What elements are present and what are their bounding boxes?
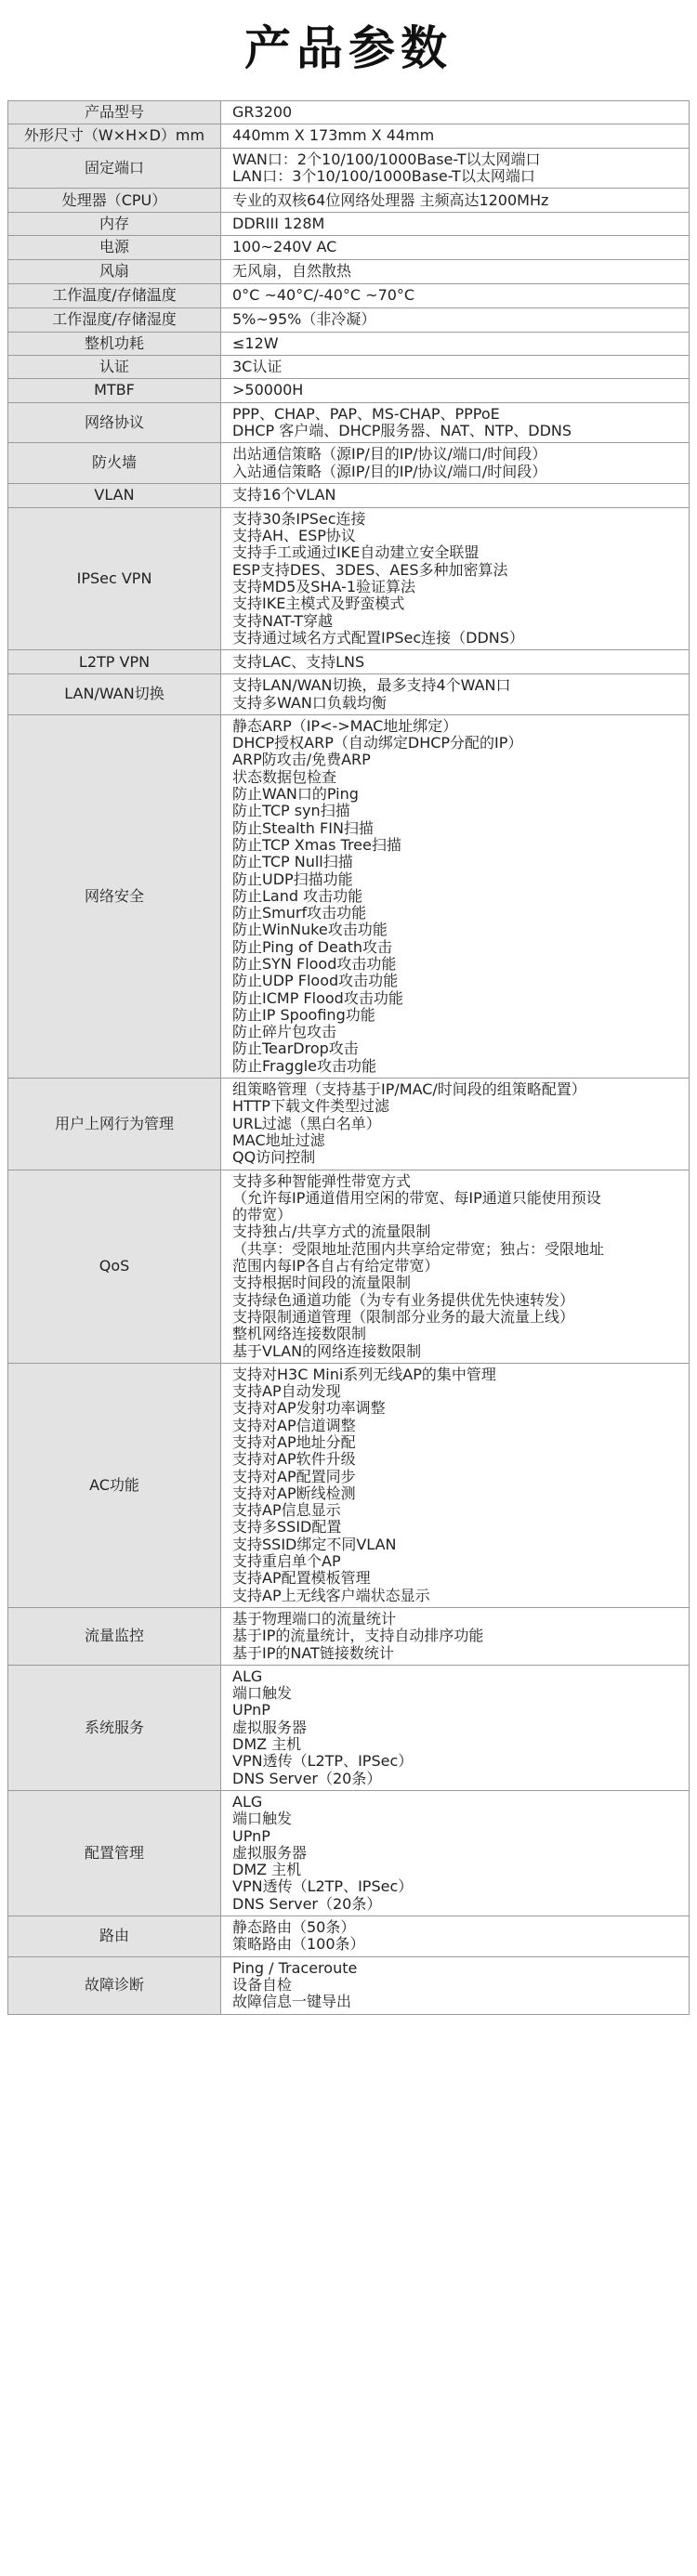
- spec-value-line: 防止Smurf攻击功能: [232, 905, 367, 922]
- spec-value-line: （允许每IP通道借用空闲的带宽、每IP通道只能使用预设: [232, 1189, 601, 1207]
- spec-value-line: 支持IKE主模式及野蛮模式: [232, 595, 405, 613]
- spec-row: [8, 674, 690, 715]
- spec-label: 系统服务: [8, 1665, 221, 1790]
- spec-value-line: 虚拟服务器: [232, 1719, 308, 1736]
- spec-value-line: DMZ 主机: [232, 1862, 302, 1879]
- spec-row: [8, 650, 690, 674]
- spec-row: [8, 1363, 690, 1607]
- spec-value-line: DDRIII 128M: [232, 216, 325, 233]
- spec-value-line: 设备自检: [232, 1976, 293, 1994]
- spec-row: [8, 443, 690, 484]
- spec-value: [221, 1665, 690, 1790]
- spec-value-line: 0°C ~40°C/-40°C ~70°C: [232, 287, 415, 305]
- spec-value-line: 范围内每IP各自占有给定带宽）: [232, 1258, 440, 1275]
- spec-value-line: 防止Ping of Death攻击: [232, 938, 393, 956]
- spec-row: [8, 1170, 690, 1363]
- spec-value-line: 基于IP的流量统计，支持自动排序功能: [232, 1628, 484, 1645]
- spec-value-line: 静态ARP（IP<->MAC地址绑定）: [232, 717, 458, 735]
- spec-value-line: 防止UDP扫描功能: [232, 870, 353, 888]
- spec-value-line: 静态路由（50条）: [232, 1919, 356, 1937]
- spec-value-line: >50000H: [232, 382, 304, 399]
- spec-value-line: DNS Server（20条）: [232, 1895, 382, 1913]
- spec-value-line: 支持LAC、支持LNS: [232, 653, 365, 671]
- spec-value-line: 防止Fraggle攻击功能: [232, 1057, 377, 1075]
- spec-value-line: 防止WinNuke攻击功能: [232, 922, 388, 939]
- spec-row: [8, 213, 690, 236]
- spec-value-line: 支持重启单个AP: [232, 1553, 341, 1571]
- spec-value-line: 支持独占/共享方式的流量限制: [232, 1223, 431, 1241]
- spec-value-line: 支持对AP配置同步: [232, 1468, 356, 1485]
- spec-value-line: 无风扇，自然散热: [232, 263, 352, 281]
- spec-value-line: 支持AP信息显示: [232, 1502, 341, 1520]
- spec-value: [221, 259, 690, 283]
- spec-value-line: 虚拟服务器: [232, 1844, 308, 1862]
- spec-label: 内存: [8, 213, 221, 236]
- spec-value: [221, 148, 690, 189]
- spec-value-line: 防止Land 攻击功能: [232, 887, 363, 905]
- spec-value-line: QQ访问控制: [232, 1149, 316, 1167]
- spec-value-line: 防止ICMP Flood攻击功能: [232, 989, 403, 1007]
- spec-value-line: UPnP: [232, 1827, 270, 1845]
- spec-value-line: DHCP 客户端、DHCP服务器、NAT、NTP、DDNS: [232, 422, 572, 439]
- spec-value: [221, 1916, 690, 1957]
- spec-value-line: 状态数据包检查: [232, 768, 337, 786]
- spec-row: [8, 148, 690, 189]
- spec-value-line: 支持对AP信道调整: [232, 1417, 356, 1434]
- spec-label: 风扇: [8, 259, 221, 283]
- spec-value-line: 支持SSID绑定不同VLAN: [232, 1536, 397, 1553]
- spec-value-line: 5%~95%（非冷凝）: [232, 311, 376, 329]
- spec-value-line: 支持多WAN口负载均衡: [232, 694, 387, 712]
- spec-value-line: 支持LAN/WAN切换，最多支持4个WAN口: [232, 677, 511, 695]
- spec-value-line: DMZ 主机: [232, 1736, 302, 1754]
- spec-value-line: （共享：受限地址范围内共享给定带宽；独占：受限地址: [232, 1240, 605, 1258]
- spec-value-line: 端口触发: [232, 1811, 293, 1828]
- spec-value-line: 3C认证: [232, 359, 283, 376]
- spec-value-line: 基于IP的NAT链接数统计: [232, 1644, 394, 1662]
- spec-value-line: 端口触发: [232, 1685, 293, 1703]
- spec-value-line: 防止TCP Null扫描: [232, 854, 353, 871]
- spec-row: [8, 236, 690, 259]
- spec-value: [221, 379, 690, 402]
- spec-value-line: DNS Server（20条）: [232, 1770, 382, 1787]
- spec-label: 产品型号: [8, 101, 221, 124]
- spec-label: QoS: [8, 1170, 221, 1363]
- spec-label: 配置管理: [8, 1790, 221, 1916]
- spec-value-line: 防止IP Spoofing功能: [232, 1006, 375, 1024]
- spec-row: [8, 101, 690, 124]
- spec-value: [221, 356, 690, 379]
- spec-label: 认证: [8, 356, 221, 379]
- spec-label: 固定端口: [8, 148, 221, 189]
- spec-value-line: 基于VLAN的网络连接数限制: [232, 1342, 422, 1360]
- spec-row: [8, 379, 690, 402]
- spec-label: 工作温度/存储温度: [8, 283, 221, 307]
- spec-value-line: PPP、CHAP、PAP、MS-CHAP、PPPoE: [232, 405, 500, 423]
- spec-value-line: 支持NAT-T穿越: [232, 612, 334, 630]
- spec-row: [8, 283, 690, 307]
- spec-value-line: ≤12W: [232, 334, 279, 352]
- spec-row: [8, 402, 690, 443]
- spec-label: 网络安全: [8, 714, 221, 1078]
- spec-value: [221, 674, 690, 715]
- spec-value: [221, 650, 690, 674]
- spec-value-line: 支持对H3C Mini系列无线AP的集中管理: [232, 1366, 496, 1383]
- spec-value-line: GR3200: [232, 104, 293, 121]
- spec-row: [8, 714, 690, 1078]
- spec-value-line: 100~240V AC: [232, 239, 337, 256]
- spec-row: [8, 483, 690, 507]
- spec-value: [221, 714, 690, 1078]
- spec-value-line: MAC地址过滤: [232, 1131, 325, 1149]
- spec-row: [8, 332, 690, 355]
- spec-value-line: Ping / Traceroute: [232, 1959, 358, 1977]
- spec-value: [221, 307, 690, 332]
- spec-value-line: 支持30条IPSec连接: [232, 510, 366, 528]
- spec-row: [8, 1607, 690, 1665]
- spec-value-line: 防止碎片包攻击: [232, 1024, 337, 1041]
- spec-value: [221, 236, 690, 259]
- spec-value: [221, 101, 690, 124]
- spec-value-line: 支持对AP地址分配: [232, 1434, 356, 1451]
- spec-value: [221, 283, 690, 307]
- spec-row: [8, 507, 690, 649]
- spec-value-line: 防止TearDrop攻击: [232, 1040, 359, 1058]
- spec-value-line: LAN口：3个10/100/1000Base-T以太网端口: [232, 167, 535, 185]
- spec-value-line: 支持AP上无线客户端状态显示: [232, 1587, 430, 1604]
- spec-value-line: WAN口：2个10/100/1000Base-T以太网端口: [232, 150, 541, 168]
- spec-value-line: 入站通信策略（源IP/目的IP/协议/端口/时间段）: [232, 463, 547, 480]
- spec-value: [221, 1790, 690, 1916]
- spec-label: 流量监控: [8, 1607, 221, 1665]
- spec-value: [221, 1956, 690, 2014]
- spec-label: 处理器（CPU）: [8, 189, 221, 213]
- spec-value-line: HTTP下载文件类型过滤: [232, 1098, 389, 1116]
- spec-value-line: 支持多种智能弹性带宽方式: [232, 1172, 412, 1190]
- spec-label: 整机功耗: [8, 332, 221, 355]
- spec-value-line: 支持AP配置模板管理: [232, 1570, 371, 1588]
- spec-value-line: 基于物理端口的流量统计: [232, 1610, 397, 1628]
- spec-value-line: 策略路由（100条）: [232, 1936, 365, 1954]
- spec-row: [8, 124, 690, 148]
- spec-value: [221, 1607, 690, 1665]
- spec-value-line: 支持AH、ESP协议: [232, 528, 356, 545]
- spec-value: [221, 189, 690, 213]
- spec-value-line: 整机网络连接数限制: [232, 1326, 367, 1343]
- spec-row: [8, 189, 690, 213]
- spec-label: AC功能: [8, 1363, 221, 1607]
- spec-label: IPSec VPN: [8, 507, 221, 649]
- spec-value: [221, 443, 690, 484]
- spec-value-line: 支持对AP软件升级: [232, 1451, 356, 1469]
- spec-value-line: 出站通信策略（源IP/目的IP/协议/端口/时间段）: [232, 446, 547, 464]
- spec-value-line: 的带宽）: [232, 1207, 293, 1224]
- spec-table-body: [8, 101, 690, 2015]
- spec-value-line: 防止SYN Flood攻击功能: [232, 955, 397, 973]
- spec-label: 外形尺寸（W×H×D）mm: [8, 124, 221, 148]
- spec-label: 电源: [8, 236, 221, 259]
- spec-value-line: 支持对AP断线检测: [232, 1484, 356, 1502]
- spec-value-line: 支持限制通道管理（限制部分业务的最大流量上线）: [232, 1308, 575, 1326]
- spec-value-line: 专业的双核64位网络处理器 主频高达1200MHz: [232, 191, 549, 209]
- spec-row: [8, 1956, 690, 2014]
- spec-value: [221, 1170, 690, 1363]
- spec-row: [8, 1916, 690, 1957]
- spec-value-line: 防止TCP syn扫描: [232, 803, 350, 820]
- spec-value: [221, 124, 690, 148]
- spec-row: [8, 1665, 690, 1790]
- spec-row: [8, 1079, 690, 1170]
- spec-value-line: 支持手工或通过IKE自动建立安全联盟: [232, 544, 480, 562]
- spec-value-line: 支持MD5及SHA-1验证算法: [232, 579, 416, 596]
- spec-label: L2TP VPN: [8, 650, 221, 674]
- spec-value-line: VPN透传（L2TP、IPSec）: [232, 1753, 414, 1771]
- spec-value-line: 防止Stealth FIN扫描: [232, 819, 374, 837]
- spec-label: 防火墙: [8, 443, 221, 484]
- spec-value: [221, 507, 690, 649]
- spec-label: 路由: [8, 1916, 221, 1957]
- spec-label: 用户上网行为管理: [8, 1079, 221, 1170]
- spec-value-line: 组策略管理（支持基于IP/MAC/时间段的组策略配置）: [232, 1081, 586, 1099]
- spec-label: LAN/WAN切换: [8, 674, 221, 715]
- spec-value-line: 支持对AP发射功率调整: [232, 1400, 386, 1418]
- spec-value: [221, 402, 690, 443]
- spec-value-line: URL过滤（黑白名单）: [232, 1115, 381, 1132]
- spec-value-line: UPnP: [232, 1702, 270, 1720]
- spec-value-line: 防止WAN口的Ping: [232, 786, 359, 804]
- spec-row: [8, 307, 690, 332]
- spec-value: [221, 483, 690, 507]
- spec-value-line: VPN透传（L2TP、IPSec）: [232, 1878, 414, 1896]
- spec-value: [221, 332, 690, 355]
- spec-value-line: 支持根据时间段的流量限制: [232, 1275, 412, 1292]
- spec-label: 网络协议: [8, 402, 221, 443]
- spec-value-line: DHCP授权ARP（自动绑定DHCP分配的IP）: [232, 735, 523, 752]
- spec-value-line: ALG: [232, 1667, 263, 1685]
- spec-value-line: 支持16个VLAN: [232, 487, 336, 504]
- spec-value-line: 防止UDP Flood攻击功能: [232, 973, 399, 990]
- spec-label: VLAN: [8, 483, 221, 507]
- spec-row: [8, 259, 690, 283]
- spec-value-line: 支持AP自动发现: [232, 1383, 341, 1401]
- spec-value-line: 故障信息一键导出: [232, 1994, 352, 2011]
- spec-value-line: 支持绿色通道功能（为专有业务提供优先快速转发）: [232, 1291, 575, 1309]
- spec-value-line: 440mm X 173mm X 44mm: [232, 127, 435, 145]
- spec-label: 工作湿度/存储湿度: [8, 307, 221, 332]
- spec-row: [8, 1790, 690, 1916]
- spec-value: [221, 213, 690, 236]
- spec-value-line: 支持多SSID配置: [232, 1519, 342, 1536]
- spec-value-line: 防止TCP Xmas Tree扫描: [232, 836, 401, 854]
- spec-value-line: ESP支持DES、3DES、AES多种加密算法: [232, 561, 508, 579]
- spec-label: MTBF: [8, 379, 221, 402]
- spec-value: [221, 1079, 690, 1170]
- spec-value-line: 支持通过域名方式配置IPSec连接（DDNS）: [232, 629, 524, 647]
- spec-value: [221, 1363, 690, 1607]
- spec-row: [8, 356, 690, 379]
- spec-table: [7, 100, 690, 2015]
- spec-label: 故障诊断: [8, 1956, 221, 2014]
- spec-value-line: ALG: [232, 1793, 263, 1811]
- spec-value-line: ARP防攻击/免费ARP: [232, 752, 371, 769]
- page-title: 产品参数: [244, 21, 453, 75]
